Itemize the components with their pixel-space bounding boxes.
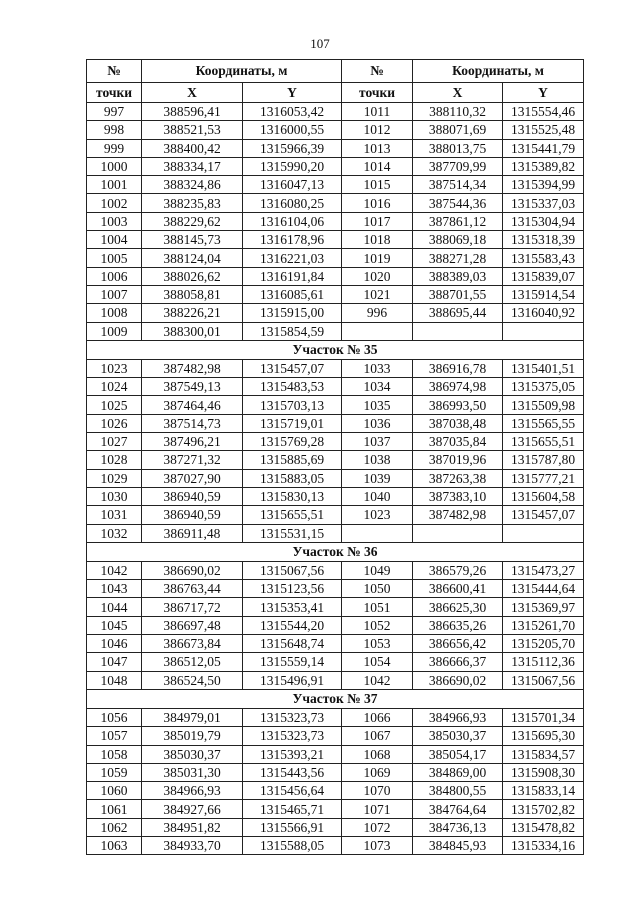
point-number-cell: 1043 <box>87 580 142 598</box>
x-value-cell: 386717,72 <box>142 598 243 616</box>
y-value-cell: 1315544,20 <box>243 616 342 634</box>
x-value-cell: 388124,04 <box>142 249 243 267</box>
y-value-cell: 1316178,96 <box>243 231 342 249</box>
x-value-cell: 388229,62 <box>142 212 243 230</box>
y-value-cell: 1315112,36 <box>503 653 584 671</box>
x-value-cell: 387035,84 <box>413 433 503 451</box>
x-value-cell <box>413 524 503 542</box>
point-number-cell: 1023 <box>87 359 142 377</box>
point-number-cell: 1024 <box>87 378 142 396</box>
y-value-cell: 1315478,82 <box>503 818 584 836</box>
point-no-header-right: № <box>342 60 413 83</box>
x-value-cell: 387027,90 <box>142 469 243 487</box>
x-value-cell: 386579,26 <box>413 561 503 579</box>
table-row <box>87 469 584 487</box>
x-value-cell: 386763,44 <box>142 580 243 598</box>
table-row <box>87 671 584 689</box>
table-row <box>87 561 584 579</box>
table-row <box>87 763 584 781</box>
y-value-cell: 1315473,27 <box>503 561 584 579</box>
point-number-cell: 1031 <box>87 506 142 524</box>
y-value-cell: 1315483,53 <box>243 378 342 396</box>
point-number-cell: 1062 <box>87 818 142 836</box>
table-row <box>87 139 584 157</box>
point-number-cell: 1071 <box>342 800 413 818</box>
x-value-cell: 384966,93 <box>142 782 243 800</box>
x-value-cell: 388013,75 <box>413 139 503 157</box>
point-number-cell: 1069 <box>342 763 413 781</box>
point-number-cell: 1001 <box>87 176 142 194</box>
table-row <box>87 414 584 432</box>
x-value-cell: 387482,98 <box>413 506 503 524</box>
y-value-cell: 1315465,71 <box>243 800 342 818</box>
x-value-cell: 384979,01 <box>142 708 243 726</box>
y-value-cell: 1315990,20 <box>243 157 342 175</box>
x-value-cell: 386974,98 <box>413 378 503 396</box>
point-number-cell: 1004 <box>87 231 142 249</box>
table-row <box>87 708 584 726</box>
y-value-cell: 1315883,05 <box>243 469 342 487</box>
point-number-cell: 1044 <box>87 598 142 616</box>
y-value-cell: 1315318,39 <box>503 231 584 249</box>
x-value-cell: 384800,55 <box>413 782 503 800</box>
x-value-cell: 388235,83 <box>142 194 243 212</box>
y-value-cell: 1315655,51 <box>503 433 584 451</box>
y-value-cell: 1316080,25 <box>243 194 342 212</box>
y-value-cell: 1315369,97 <box>503 598 584 616</box>
x-value-cell: 387861,12 <box>413 212 503 230</box>
y-value-cell: 1315525,48 <box>503 121 584 139</box>
point-number-cell: 1040 <box>342 487 413 505</box>
point-number-cell: 1002 <box>87 194 142 212</box>
y-value-cell: 1315915,00 <box>243 304 342 322</box>
point-number-cell: 1018 <box>342 231 413 249</box>
y-value-cell: 1315787,80 <box>503 451 584 469</box>
x-value-cell: 387383,10 <box>413 487 503 505</box>
x-value-cell: 386940,59 <box>142 506 243 524</box>
point-number-cell: 1030 <box>87 487 142 505</box>
y-value-cell: 1315509,98 <box>503 396 584 414</box>
y-value-cell: 1315531,15 <box>243 524 342 542</box>
x-value-cell: 387496,21 <box>142 433 243 451</box>
table-row <box>87 157 584 175</box>
table-row <box>87 267 584 285</box>
x-value-cell: 388521,53 <box>142 121 243 139</box>
y-value-cell: 1316040,92 <box>503 304 584 322</box>
x-header: X <box>142 83 243 103</box>
section-title: Участок № 35 <box>87 340 584 359</box>
point-number-cell: 1005 <box>87 249 142 267</box>
x-value-cell: 384951,82 <box>142 818 243 836</box>
point-number-cell: 1054 <box>342 653 413 671</box>
y-value-cell: 1315067,56 <box>503 671 584 689</box>
point-number-cell: 1047 <box>87 653 142 671</box>
y-value-cell: 1315067,56 <box>243 561 342 579</box>
table-row <box>87 635 584 653</box>
point-number-cell: 1063 <box>87 836 142 854</box>
x-value-cell: 388071,69 <box>413 121 503 139</box>
point-number-cell: 1007 <box>87 285 142 303</box>
table-row <box>87 524 584 542</box>
point-number-cell: 1059 <box>87 763 142 781</box>
y-value-cell: 1315854,59 <box>243 322 342 340</box>
y-value-cell: 1315323,73 <box>243 708 342 726</box>
point-number-cell: 1042 <box>342 671 413 689</box>
x-value-cell: 384927,66 <box>142 800 243 818</box>
point-number-cell: 1003 <box>87 212 142 230</box>
point-label-header: точки <box>87 83 142 103</box>
y-value-cell: 1315769,28 <box>243 433 342 451</box>
point-number-cell: 1057 <box>87 727 142 745</box>
table-row <box>87 194 584 212</box>
table-row <box>87 727 584 745</box>
y-value-cell: 1315304,94 <box>503 212 584 230</box>
y-value-cell: 1315457,07 <box>503 506 584 524</box>
x-value-cell: 386911,48 <box>142 524 243 542</box>
y-value-cell: 1315337,03 <box>503 194 584 212</box>
y-value-cell: 1315604,58 <box>503 487 584 505</box>
table-row <box>87 800 584 818</box>
y-value-cell: 1315719,01 <box>243 414 342 432</box>
table-row <box>87 598 584 616</box>
x-value-cell: 387544,36 <box>413 194 503 212</box>
y-value-cell: 1315394,99 <box>503 176 584 194</box>
point-number-cell: 1061 <box>87 800 142 818</box>
point-number-cell: 1052 <box>342 616 413 634</box>
point-number-cell: 1006 <box>87 267 142 285</box>
point-number-cell: 1051 <box>342 598 413 616</box>
point-number-cell: 1033 <box>342 359 413 377</box>
x-value-cell: 384736,13 <box>413 818 503 836</box>
x-value-cell: 386673,84 <box>142 635 243 653</box>
x-value-cell: 387038,48 <box>413 414 503 432</box>
x-value-cell: 386993,50 <box>413 396 503 414</box>
x-value-cell: 388058,81 <box>142 285 243 303</box>
y-value-cell: 1315393,21 <box>243 745 342 763</box>
table-row <box>87 322 584 340</box>
y-value-cell: 1315261,70 <box>503 616 584 634</box>
x-value-cell <box>413 322 503 340</box>
point-number-cell: 1060 <box>87 782 142 800</box>
x-value-cell: 386600,41 <box>413 580 503 598</box>
y-value-cell: 1315777,21 <box>503 469 584 487</box>
x-value-cell: 388300,01 <box>142 322 243 340</box>
point-number-cell: 1011 <box>342 103 413 121</box>
table-row <box>87 451 584 469</box>
point-number-cell: 1072 <box>342 818 413 836</box>
point-number-cell <box>342 524 413 542</box>
point-number-cell: 1050 <box>342 580 413 598</box>
x-value-cell: 388226,21 <box>142 304 243 322</box>
x-value-cell: 386916,78 <box>413 359 503 377</box>
y-value-cell: 1315559,14 <box>243 653 342 671</box>
table-row <box>87 359 584 377</box>
y-value-cell <box>503 524 584 542</box>
point-number-cell: 1020 <box>342 267 413 285</box>
table-row <box>87 378 584 396</box>
point-number-cell: 1015 <box>342 176 413 194</box>
point-number-cell: 1053 <box>342 635 413 653</box>
table-row <box>87 506 584 524</box>
point-number-cell: 1068 <box>342 745 413 763</box>
point-number-cell: 1025 <box>87 396 142 414</box>
table-row <box>87 285 584 303</box>
x-value-cell: 386635,26 <box>413 616 503 634</box>
point-number-cell: 1012 <box>342 121 413 139</box>
y-value-cell: 1316000,55 <box>243 121 342 139</box>
point-number-cell: 1026 <box>87 414 142 432</box>
point-number-cell: 1032 <box>87 524 142 542</box>
x-value-cell: 386524,50 <box>142 671 243 689</box>
x-value-cell: 388334,17 <box>142 157 243 175</box>
x-value-cell: 388400,42 <box>142 139 243 157</box>
point-number-cell: 1028 <box>87 451 142 469</box>
point-number-cell: 1039 <box>342 469 413 487</box>
page-number: 107 <box>310 36 330 51</box>
y-value-cell: 1316085,61 <box>243 285 342 303</box>
y-value-cell: 1315834,57 <box>503 745 584 763</box>
y-value-cell: 1315701,34 <box>503 708 584 726</box>
y-value-cell: 1316104,06 <box>243 212 342 230</box>
table-header-row <box>87 60 584 83</box>
x-value-cell: 388695,44 <box>413 304 503 322</box>
x-value-cell: 385030,37 <box>142 745 243 763</box>
x-value-cell: 385031,30 <box>142 763 243 781</box>
y-value-cell: 1316047,13 <box>243 176 342 194</box>
x-value-cell: 388145,73 <box>142 231 243 249</box>
point-label-header-right: точки <box>342 83 413 103</box>
table-row <box>87 304 584 322</box>
x-value-cell: 384764,64 <box>413 800 503 818</box>
y-value-cell: 1315655,51 <box>243 506 342 524</box>
y-value-cell: 1315830,13 <box>243 487 342 505</box>
x-value-cell: 386512,05 <box>142 653 243 671</box>
section-title-row <box>87 340 584 359</box>
point-number-cell: 1029 <box>87 469 142 487</box>
point-number-cell: 1013 <box>342 139 413 157</box>
y-value-cell: 1316053,42 <box>243 103 342 121</box>
point-number-cell: 997 <box>87 103 142 121</box>
table-row <box>87 487 584 505</box>
y-value-cell: 1315588,05 <box>243 836 342 854</box>
x-value-cell: 384845,93 <box>413 836 503 854</box>
y-value-cell: 1315833,14 <box>503 782 584 800</box>
y-value-cell: 1315375,05 <box>503 378 584 396</box>
x-value-cell: 387514,73 <box>142 414 243 432</box>
point-number-cell: 1067 <box>342 727 413 745</box>
table-row <box>87 818 584 836</box>
coords-header: Координаты, м <box>142 60 342 83</box>
point-number-cell: 1037 <box>342 433 413 451</box>
x-value-cell: 384869,00 <box>413 763 503 781</box>
x-value-cell: 387709,99 <box>413 157 503 175</box>
point-number-cell: 1048 <box>87 671 142 689</box>
x-value-cell: 388026,62 <box>142 267 243 285</box>
y-value-cell: 1315554,46 <box>503 103 584 121</box>
table-row <box>87 103 584 121</box>
y-value-cell: 1315205,70 <box>503 635 584 653</box>
point-number-cell: 1042 <box>87 561 142 579</box>
y-value-cell: 1315353,41 <box>243 598 342 616</box>
x-value-cell: 386666,37 <box>413 653 503 671</box>
y-value-cell <box>503 322 584 340</box>
y-header-right: Y <box>503 83 584 103</box>
x-value-cell: 387514,34 <box>413 176 503 194</box>
point-number-cell: 1000 <box>87 157 142 175</box>
x-value-cell: 387549,13 <box>142 378 243 396</box>
x-value-cell: 384966,93 <box>413 708 503 726</box>
point-number-cell: 1045 <box>87 616 142 634</box>
x-value-cell: 386697,48 <box>142 616 243 634</box>
point-number-cell: 1070 <box>342 782 413 800</box>
point-number-cell: 1014 <box>342 157 413 175</box>
x-value-cell: 388069,18 <box>413 231 503 249</box>
section-title-row <box>87 689 584 708</box>
table-row <box>87 782 584 800</box>
point-number-cell: 996 <box>342 304 413 322</box>
table-row <box>87 616 584 634</box>
y-value-cell: 1315839,07 <box>503 267 584 285</box>
y-value-cell: 1315444,64 <box>503 580 584 598</box>
section-title: Участок № 37 <box>87 689 584 708</box>
x-value-cell: 385054,17 <box>413 745 503 763</box>
table-row <box>87 249 584 267</box>
y-value-cell: 1315323,73 <box>243 727 342 745</box>
table-row <box>87 231 584 249</box>
x-value-cell: 388701,55 <box>413 285 503 303</box>
y-value-cell: 1315966,39 <box>243 139 342 157</box>
x-value-cell: 387271,32 <box>142 451 243 469</box>
point-number-cell: 1008 <box>87 304 142 322</box>
point-number-cell: 1034 <box>342 378 413 396</box>
table-row <box>87 212 584 230</box>
y-value-cell: 1315908,30 <box>503 763 584 781</box>
y-value-cell: 1315441,79 <box>503 139 584 157</box>
point-number-cell: 1017 <box>342 212 413 230</box>
y-value-cell: 1316191,84 <box>243 267 342 285</box>
x-value-cell: 388324,86 <box>142 176 243 194</box>
y-value-cell: 1315123,56 <box>243 580 342 598</box>
x-value-cell: 386625,30 <box>413 598 503 616</box>
y-value-cell: 1315702,82 <box>503 800 584 818</box>
y-value-cell: 1315885,69 <box>243 451 342 469</box>
table-row <box>87 176 584 194</box>
point-number-cell: 1049 <box>342 561 413 579</box>
point-number-cell: 1066 <box>342 708 413 726</box>
section-title: Участок № 36 <box>87 542 584 561</box>
x-value-cell: 384933,70 <box>142 836 243 854</box>
y-value-cell: 1315566,91 <box>243 818 342 836</box>
x-value-cell: 388596,41 <box>142 103 243 121</box>
table-row <box>87 745 584 763</box>
x-value-cell: 386690,02 <box>413 671 503 689</box>
table-subheader-row <box>87 83 584 103</box>
point-number-cell: 1021 <box>342 285 413 303</box>
section-title-row <box>87 542 584 561</box>
y-value-cell: 1315703,13 <box>243 396 342 414</box>
x-value-cell: 386656,42 <box>413 635 503 653</box>
point-number-cell: 1058 <box>87 745 142 763</box>
point-number-cell <box>342 322 413 340</box>
x-value-cell: 387263,38 <box>413 469 503 487</box>
y-value-cell: 1315914,54 <box>503 285 584 303</box>
point-number-cell: 1009 <box>87 322 142 340</box>
table-row <box>87 121 584 139</box>
point-number-cell: 1019 <box>342 249 413 267</box>
table-row <box>87 580 584 598</box>
table-row <box>87 433 584 451</box>
x-value-cell: 387019,96 <box>413 451 503 469</box>
y-value-cell: 1315456,64 <box>243 782 342 800</box>
coords-header-right: Координаты, м <box>413 60 584 83</box>
table-row <box>87 836 584 854</box>
point-number-cell: 998 <box>87 121 142 139</box>
point-number-cell: 1073 <box>342 836 413 854</box>
point-no-header: № <box>87 60 142 83</box>
point-number-cell: 1035 <box>342 396 413 414</box>
y-value-cell: 1315401,51 <box>503 359 584 377</box>
y-value-cell: 1315496,91 <box>243 671 342 689</box>
point-number-cell: 1016 <box>342 194 413 212</box>
table-row <box>87 653 584 671</box>
y-value-cell: 1315457,07 <box>243 359 342 377</box>
y-value-cell: 1315648,74 <box>243 635 342 653</box>
y-value-cell: 1315583,43 <box>503 249 584 267</box>
x-value-cell: 385019,79 <box>142 727 243 745</box>
x-header-right: X <box>413 83 503 103</box>
y-value-cell: 1315334,16 <box>503 836 584 854</box>
coordinates-table <box>86 59 584 855</box>
y-value-cell: 1315695,30 <box>503 727 584 745</box>
x-value-cell: 387464,46 <box>142 396 243 414</box>
x-value-cell: 386940,59 <box>142 487 243 505</box>
y-value-cell: 1315565,55 <box>503 414 584 432</box>
x-value-cell: 388110,32 <box>413 103 503 121</box>
x-value-cell: 388271,28 <box>413 249 503 267</box>
point-number-cell: 1056 <box>87 708 142 726</box>
point-number-cell: 1027 <box>87 433 142 451</box>
x-value-cell: 388389,03 <box>413 267 503 285</box>
y-value-cell: 1315389,82 <box>503 157 584 175</box>
point-number-cell: 999 <box>87 139 142 157</box>
point-number-cell: 1046 <box>87 635 142 653</box>
table-row <box>87 396 584 414</box>
y-value-cell: 1316221,03 <box>243 249 342 267</box>
point-number-cell: 1038 <box>342 451 413 469</box>
x-value-cell: 387482,98 <box>142 359 243 377</box>
point-number-cell: 1023 <box>342 506 413 524</box>
y-header: Y <box>243 83 342 103</box>
table-body <box>87 103 584 855</box>
x-value-cell: 385030,37 <box>413 727 503 745</box>
y-value-cell: 1315443,56 <box>243 763 342 781</box>
x-value-cell: 386690,02 <box>142 561 243 579</box>
point-number-cell: 1036 <box>342 414 413 432</box>
